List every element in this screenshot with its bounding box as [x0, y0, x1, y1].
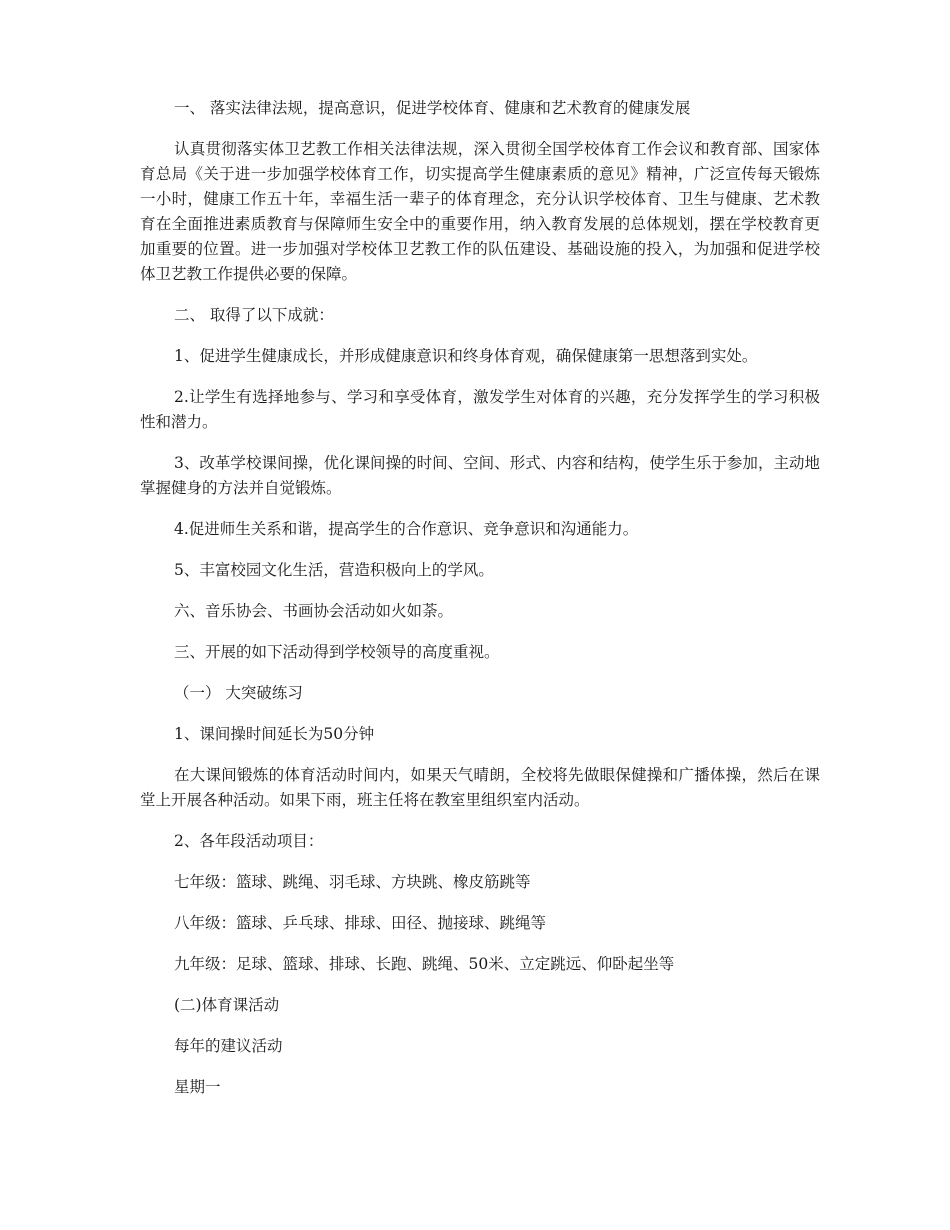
section-heading-3: 三、开展的如下活动得到学校领导的高度重视。: [174, 643, 500, 661]
grade-activities-9: 九年级：足球、篮球、排球、长跑、跳绳、50米、立定跳远、仰卧起坐等: [174, 955, 675, 973]
section-heading-1: 一、 落实法律法规，提高意识，促进学校体育、健康和艺术教育的健康发展: [174, 99, 691, 117]
list-item: 2、各年段活动项目：: [174, 832, 324, 850]
list-item: 3、改革学校课间操，优化课间操的时间、空间、形式、内容和结构，使学生乐于参加，主动地掌握健身的方法并自觉锻炼。: [140, 454, 820, 497]
body-paragraph: 在大课间锻炼的体育活动时间内，如果天气晴朗，全校将先做眼保健操和广播体操，然后在课堂上开展各种活动。如果下雨，班主任将在教室里组织室内活动。: [140, 766, 820, 809]
grade-activities-8: 八年级：篮球、乒乓球、排球、田径、抛接球、跳绳等: [174, 914, 547, 932]
grade-activities-7: 七年级：篮球、跳绳、羽毛球、方块跳、橡皮筋跳等: [174, 873, 531, 891]
body-paragraph: 认真贯彻落实体卫艺教工作相关法律法规，深入贯彻全国学校体育工作会议和教育部、国家体育总局《关于进一步加强学校体育工作，切实提高学生健康素质的意见》精神，广泛宣传每天锻炼一小时，健康工作五十年，幸福生活一辈子的体育理念，充分认识学校体育、卫生与健康、艺术教育在全面推进素质教育与保障师生安全中的重要作用，纳入教育发展的总体规划，摆在学校教育更加重要的位置。进一步加强对学校体卫艺教工作的队伍建设、基础设施的投入，为加强和促进学校体卫艺教工作提供必要的保障。: [140, 140, 820, 283]
body-paragraph: 每年的建议活动: [174, 1037, 283, 1055]
subsection-heading: (二)体育课活动: [174, 996, 280, 1014]
list-item: 5、丰富校园文化生活，营造积极向上的学风。: [174, 561, 494, 579]
list-item: 2.让学生有选择地参与、学习和享受体育，激发学生对体育的兴趣，充分发挥学生的学习积极性和潜力。: [140, 388, 820, 431]
section-heading-2: 二、 取得了以下成就：: [174, 306, 334, 324]
list-item: 1、课间操时间延长为50分钟: [174, 725, 375, 743]
list-item: 1、促进学生健康成长，并形成健康意识和终身体育观，确保健康第一思想落到实处。: [174, 347, 758, 365]
body-paragraph: 星期一: [174, 1078, 221, 1096]
list-item: 4.促进师生关系和谐，提高学生的合作意识、竞争意识和沟通能力。: [174, 520, 639, 538]
list-item: 六、音乐协会、书画协会活动如火如荼。: [174, 602, 454, 620]
subsection-heading: （一） 大突破练习: [174, 684, 303, 702]
document-body: [140, 96, 820, 1116]
